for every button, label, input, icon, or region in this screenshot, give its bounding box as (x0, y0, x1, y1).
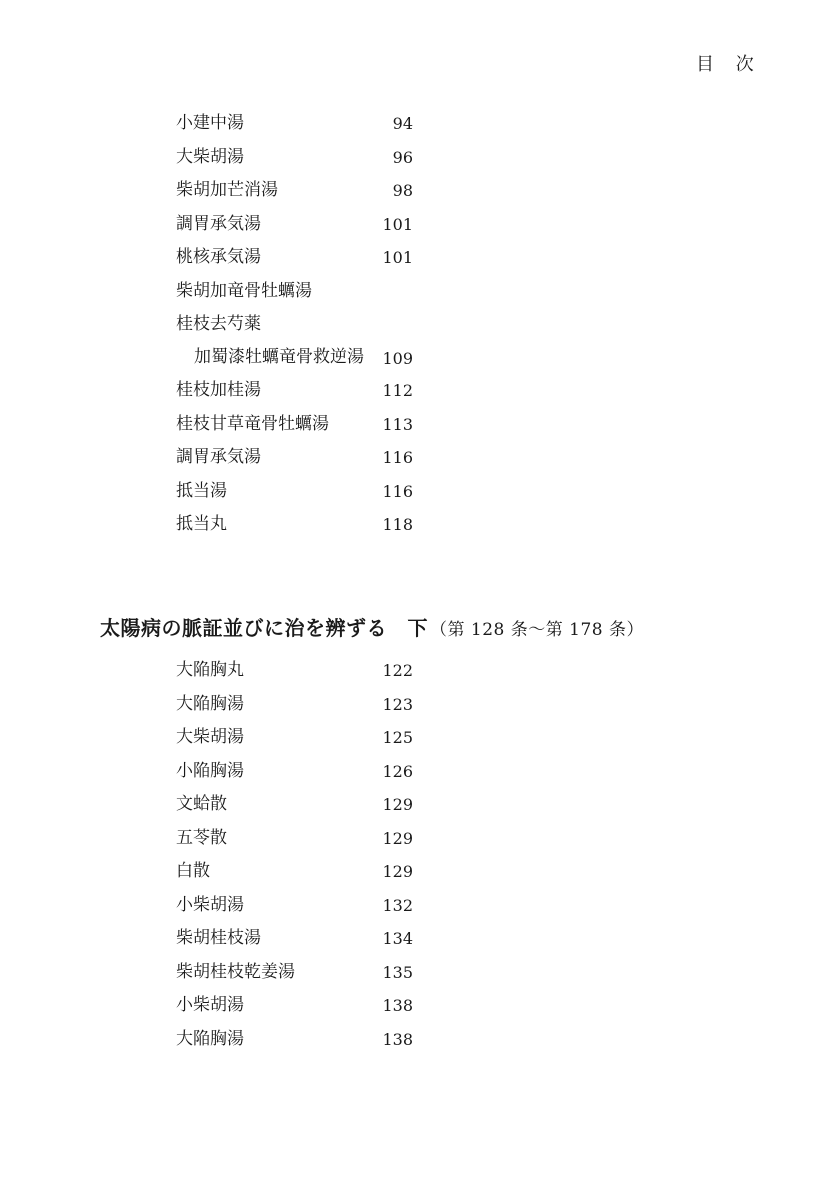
entry-page: 135 (382, 962, 413, 982)
entry-title: 桂枝加桂湯 (176, 380, 261, 400)
entry-title: 調胃承気湯 (176, 447, 261, 467)
entry-page: 123 (382, 694, 413, 714)
entry-title: 桂枝去芍薬 (176, 314, 261, 334)
entry-title: 抵当丸 (176, 514, 227, 534)
entry-page: 134 (382, 929, 413, 948)
toc-entry[interactable] (176, 107, 416, 141)
toc-entry[interactable] (176, 688, 416, 722)
entry-page: 112 (382, 381, 413, 400)
entry-page: 113 (382, 414, 413, 434)
toc-entry[interactable] (176, 408, 416, 442)
section-range: （第 128 条〜第 178 条） (430, 620, 645, 640)
entry-title: 桃核承気湯 (176, 247, 261, 267)
entry-title: 柴胡桂枝乾姜湯 (176, 961, 295, 982)
entry-page: 118 (382, 515, 413, 534)
toc-entry[interactable] (176, 308, 416, 374)
entry-page: 132 (382, 895, 413, 915)
entry-page: 125 (382, 728, 413, 747)
toc-entry[interactable] (176, 755, 416, 789)
toc-entry[interactable] (176, 141, 416, 175)
entry-page: 116 (382, 448, 413, 467)
entry-page: 138 (382, 996, 413, 1015)
entry-title: 大陥胸湯 (176, 693, 244, 714)
toc-list-1 (176, 107, 416, 542)
section-heading[interactable] (100, 612, 644, 641)
entry-title: 大柴胡湯 (176, 146, 244, 167)
toc-entry[interactable] (176, 822, 416, 856)
entry-title: 白散 (176, 861, 210, 881)
entry-title: 小建中湯 (176, 113, 244, 133)
entry-page: 129 (382, 862, 413, 881)
toc-entry[interactable] (176, 275, 416, 309)
entry-page: 138 (382, 1029, 413, 1049)
toc-entry[interactable] (176, 654, 416, 688)
entry-page: 101 (382, 214, 413, 234)
entry-page: 94 (392, 114, 413, 133)
entry-page: 129 (382, 795, 413, 814)
entry-title: 調胃承気湯 (176, 213, 261, 234)
entry-title: 大陥胸湯 (176, 1028, 244, 1049)
toc-entry[interactable] (176, 374, 416, 408)
entry-title: 桂枝甘草竜骨牡蠣湯 (176, 413, 329, 434)
toc-entry[interactable] (176, 889, 416, 923)
toc-entry[interactable] (176, 956, 416, 990)
entry-title: 大柴胡湯 (176, 727, 244, 747)
toc-entry[interactable] (176, 1023, 416, 1057)
entry-page: 122 (382, 661, 413, 680)
toc-entry[interactable] (176, 174, 416, 208)
entry-title: 抵当湯 (176, 480, 227, 501)
toc-entry[interactable] (176, 475, 416, 509)
entry-page: 101 (382, 248, 413, 267)
toc-list-2 (176, 654, 416, 1056)
running-head: 目 次 (696, 54, 762, 75)
toc-entry[interactable] (176, 788, 416, 822)
entry-page: 96 (392, 147, 413, 167)
entry-title: 柴胡加芒消湯 (176, 180, 278, 200)
entry-page: 98 (392, 181, 413, 200)
toc-entry[interactable] (176, 208, 416, 242)
entry-title: 小柴胡湯 (176, 894, 244, 915)
section-title: 太陽病の脈証並びに治を辨ずる 下 (100, 616, 428, 640)
entry-title: 柴胡加竜骨牡蠣湯 (176, 280, 312, 301)
entry-page: 109 (382, 349, 413, 368)
toc-entry[interactable] (176, 721, 416, 755)
entry-title-continuation: 加蜀漆牡蠣竜骨救逆湯 (194, 346, 364, 367)
entry-title: 柴胡桂枝湯 (176, 928, 261, 948)
entry-title: 文蛤散 (176, 794, 227, 814)
entry-title: 小柴胡湯 (176, 995, 244, 1015)
toc-entry[interactable] (176, 241, 416, 275)
entry-page: 129 (382, 828, 413, 848)
entry-title: 小陥胸湯 (176, 760, 244, 781)
entry-page: 126 (382, 761, 413, 781)
toc-entry[interactable] (176, 441, 416, 475)
toc-entry[interactable] (176, 989, 416, 1023)
toc-entry[interactable] (176, 855, 416, 889)
toc-entry[interactable] (176, 508, 416, 542)
entry-page: 116 (382, 481, 413, 501)
entry-title: 大陥胸丸 (176, 660, 244, 680)
entry-title: 五苓散 (176, 827, 227, 848)
toc-entry[interactable] (176, 922, 416, 956)
